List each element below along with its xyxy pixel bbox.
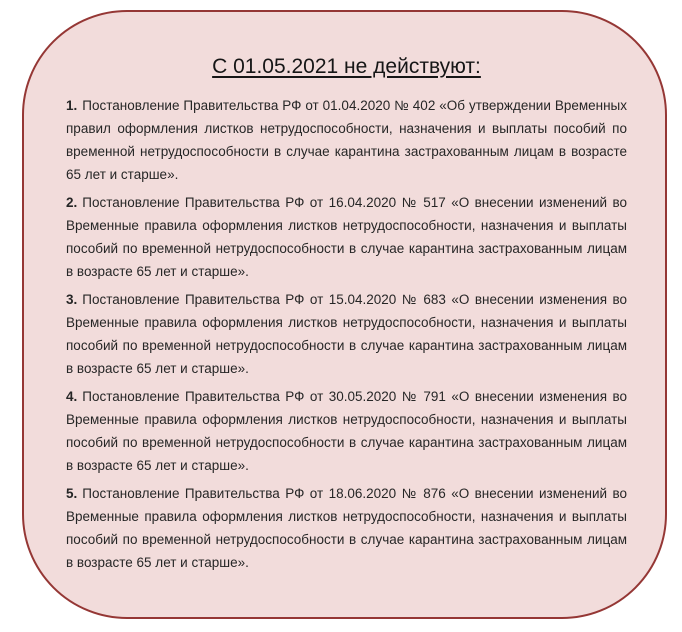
item-text: Постановление Правительства РФ от 18.06.2020 № 876 «О внесении изменений во Временные правила оформления листков нетрудоспособности, назначения и выплаты пособий по временной нетрудоспособности в случае карантина застрахованным лицам в возрасте 65 лет и старше». [66,486,627,570]
list-item [66,385,627,477]
rounded-card [22,10,667,619]
resolutions-list [66,94,627,574]
list-item [66,482,627,574]
item-text: Постановление Правительства РФ от 30.05.2020 № 791 «О внесении изменения во Временные правила оформления листков нетрудоспособности, назначения и выплаты пособий по временной нетрудоспособности в случае карантина застрахованным лицам в возрасте 65 лет и старше». [66,389,627,473]
item-number: 4. [66,389,78,404]
list-item [66,288,627,380]
item-number: 5. [66,486,78,501]
item-text: Постановление Правительства РФ от 16.04.2020 № 517 «О внесении изменений во Временные правила оформления листков нетрудоспособности, назначения и выплаты пособий по временной нетрудоспособности в случае карантина застрахованным лицам в возрасте 65 лет и старше». [66,195,627,279]
item-text: Постановление Правительства РФ от 15.04.2020 № 683 «О внесении изменения во Временные правила оформления листков нетрудоспособности, назначения и выплаты пособий по временной нетрудоспособности в случае карантина застрахованным лицам в возрасте 65 лет и старше». [66,292,627,376]
item-number: 1. [66,98,78,113]
list-item [66,94,627,186]
item-text: Постановление Правительства РФ от 01.04.2020 № 402 «Об утверждении Временных правил оформления листков нетрудоспособности, назначения и выплаты пособий по временной нетрудоспособности в случае карантина застрахованным лицам в возрасте 65 лет и старше». [66,98,627,182]
card-title: С 01.05.2021 не действуют: [212,55,481,78]
item-number: 2. [66,195,78,210]
list-item [66,191,627,283]
item-number: 3. [66,292,78,307]
